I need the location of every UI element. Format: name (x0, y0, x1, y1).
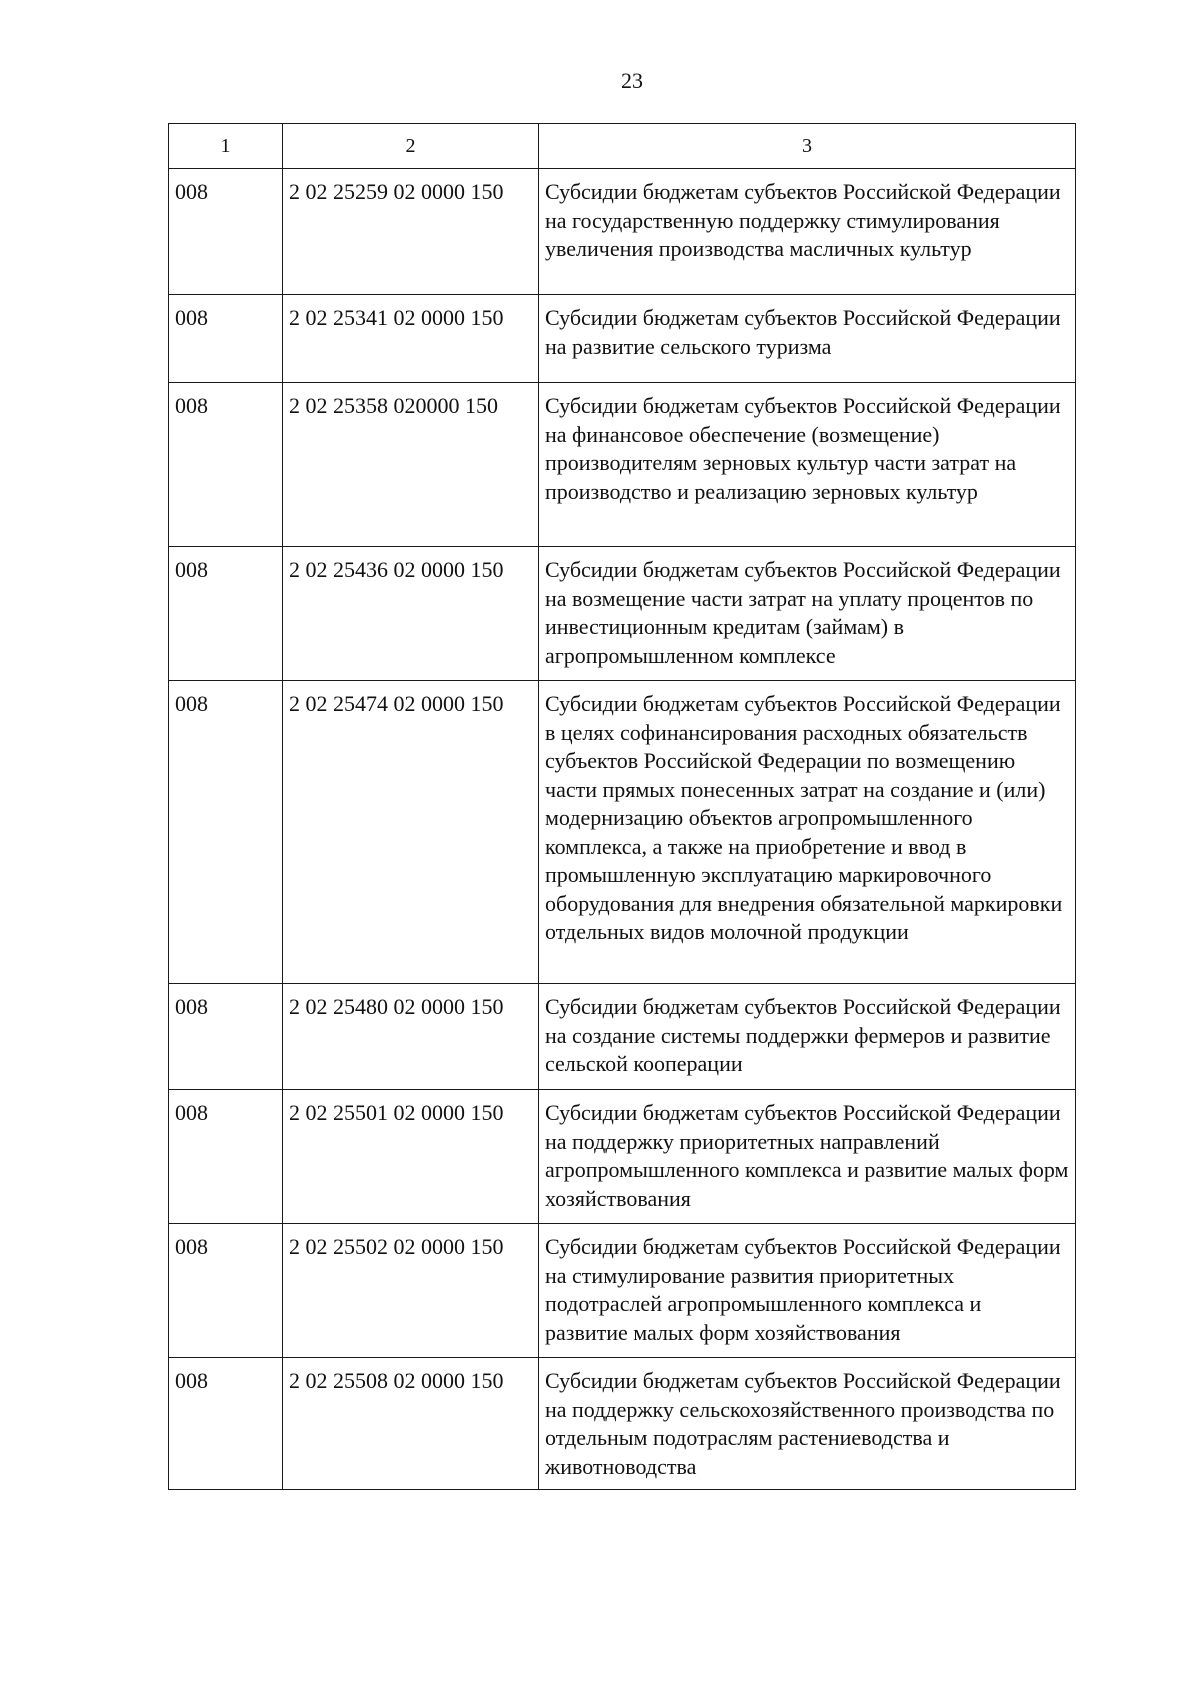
table-header-row (169, 124, 1076, 169)
table-row (169, 984, 1076, 1090)
table-row (169, 681, 1076, 984)
admin-code-cell: 008 (169, 984, 283, 1090)
table-row (169, 1090, 1076, 1224)
description-cell: Субсидии бюджетам субъектов Российской Федерации на стимулирование развития приоритетных подотраслей агропромышленного комплекса и развитие малых форм хозяйствования (539, 1224, 1076, 1358)
description-cell: Субсидии бюджетам субъектов Российской Федерации на государственную поддержку стимулирования увеличения производства масличных культур (539, 169, 1076, 295)
budget-income-table (168, 123, 1076, 1490)
income-code-cell: 2 02 25341 02 0000 150 (283, 295, 539, 383)
admin-code-cell: 008 (169, 1224, 283, 1358)
page-number: 23 (621, 68, 643, 93)
income-code-cell: 2 02 25436 02 0000 150 (283, 547, 539, 681)
column-header-2: 2 (283, 124, 539, 169)
income-code-cell: 2 02 25480 02 0000 150 (283, 984, 539, 1090)
table-row (169, 169, 1076, 295)
admin-code-cell: 008 (169, 383, 283, 547)
column-header-1: 1 (169, 124, 283, 169)
description-cell: Субсидии бюджетам субъектов Российской Федерации на финансовое обеспечение (возмещение) производителям зерновых культур части затрат на производство и реализацию зерновых культур (539, 383, 1076, 547)
admin-code-cell: 008 (169, 547, 283, 681)
income-code-cell: 2 02 25501 02 0000 150 (283, 1090, 539, 1224)
description-cell: Субсидии бюджетам субъектов Российской Федерации на развитие сельского туризма (539, 295, 1076, 383)
admin-code-cell: 008 (169, 169, 283, 295)
table-row (169, 295, 1076, 383)
table-row (169, 1358, 1076, 1490)
admin-code-cell: 008 (169, 1090, 283, 1224)
table-row (169, 383, 1076, 547)
table-row (169, 1224, 1076, 1358)
description-cell: Субсидии бюджетам субъектов Российской Федерации в целях софинансирования расходных обязательств субъектов Российской Федерации по возмещению части прямых понесенных затрат на создание и (или) модернизацию объектов агропромышленного комплекса, а также на приобретение и ввод в промышленную эксплуатацию маркировочного оборудования для внедрения обязательной маркировки отдельных видов молочной продукции (539, 681, 1076, 984)
description-cell: Субсидии бюджетам субъектов Российской Федерации на создание системы поддержки фермеров и развитие сельской кооперации (539, 984, 1076, 1090)
description-cell: Субсидии бюджетам субъектов Российской Федерации на поддержку сельскохозяйственного производства по отдельным подотраслям растениеводства и животноводства (539, 1358, 1076, 1490)
admin-code-cell: 008 (169, 295, 283, 383)
admin-code-cell: 008 (169, 1358, 283, 1490)
description-cell: Субсидии бюджетам субъектов Российской Федерации на поддержку приоритетных направлений агропромышленного комплекса и развитие малых форм хозяйствования (539, 1090, 1076, 1224)
income-code-cell: 2 02 25259 02 0000 150 (283, 169, 539, 295)
income-code-cell: 2 02 25502 02 0000 150 (283, 1224, 539, 1358)
table-row (169, 547, 1076, 681)
description-cell: Субсидии бюджетам субъектов Российской Федерации на возмещение части затрат на уплату процентов по инвестиционным кредитам (займам) в агропромышленном комплексе (539, 547, 1076, 681)
income-code-cell: 2 02 25358 020000 150 (283, 383, 539, 547)
column-header-3: 3 (539, 124, 1076, 169)
income-code-cell: 2 02 25474 02 0000 150 (283, 681, 539, 984)
admin-code-cell: 008 (169, 681, 283, 984)
income-code-cell: 2 02 25508 02 0000 150 (283, 1358, 539, 1490)
